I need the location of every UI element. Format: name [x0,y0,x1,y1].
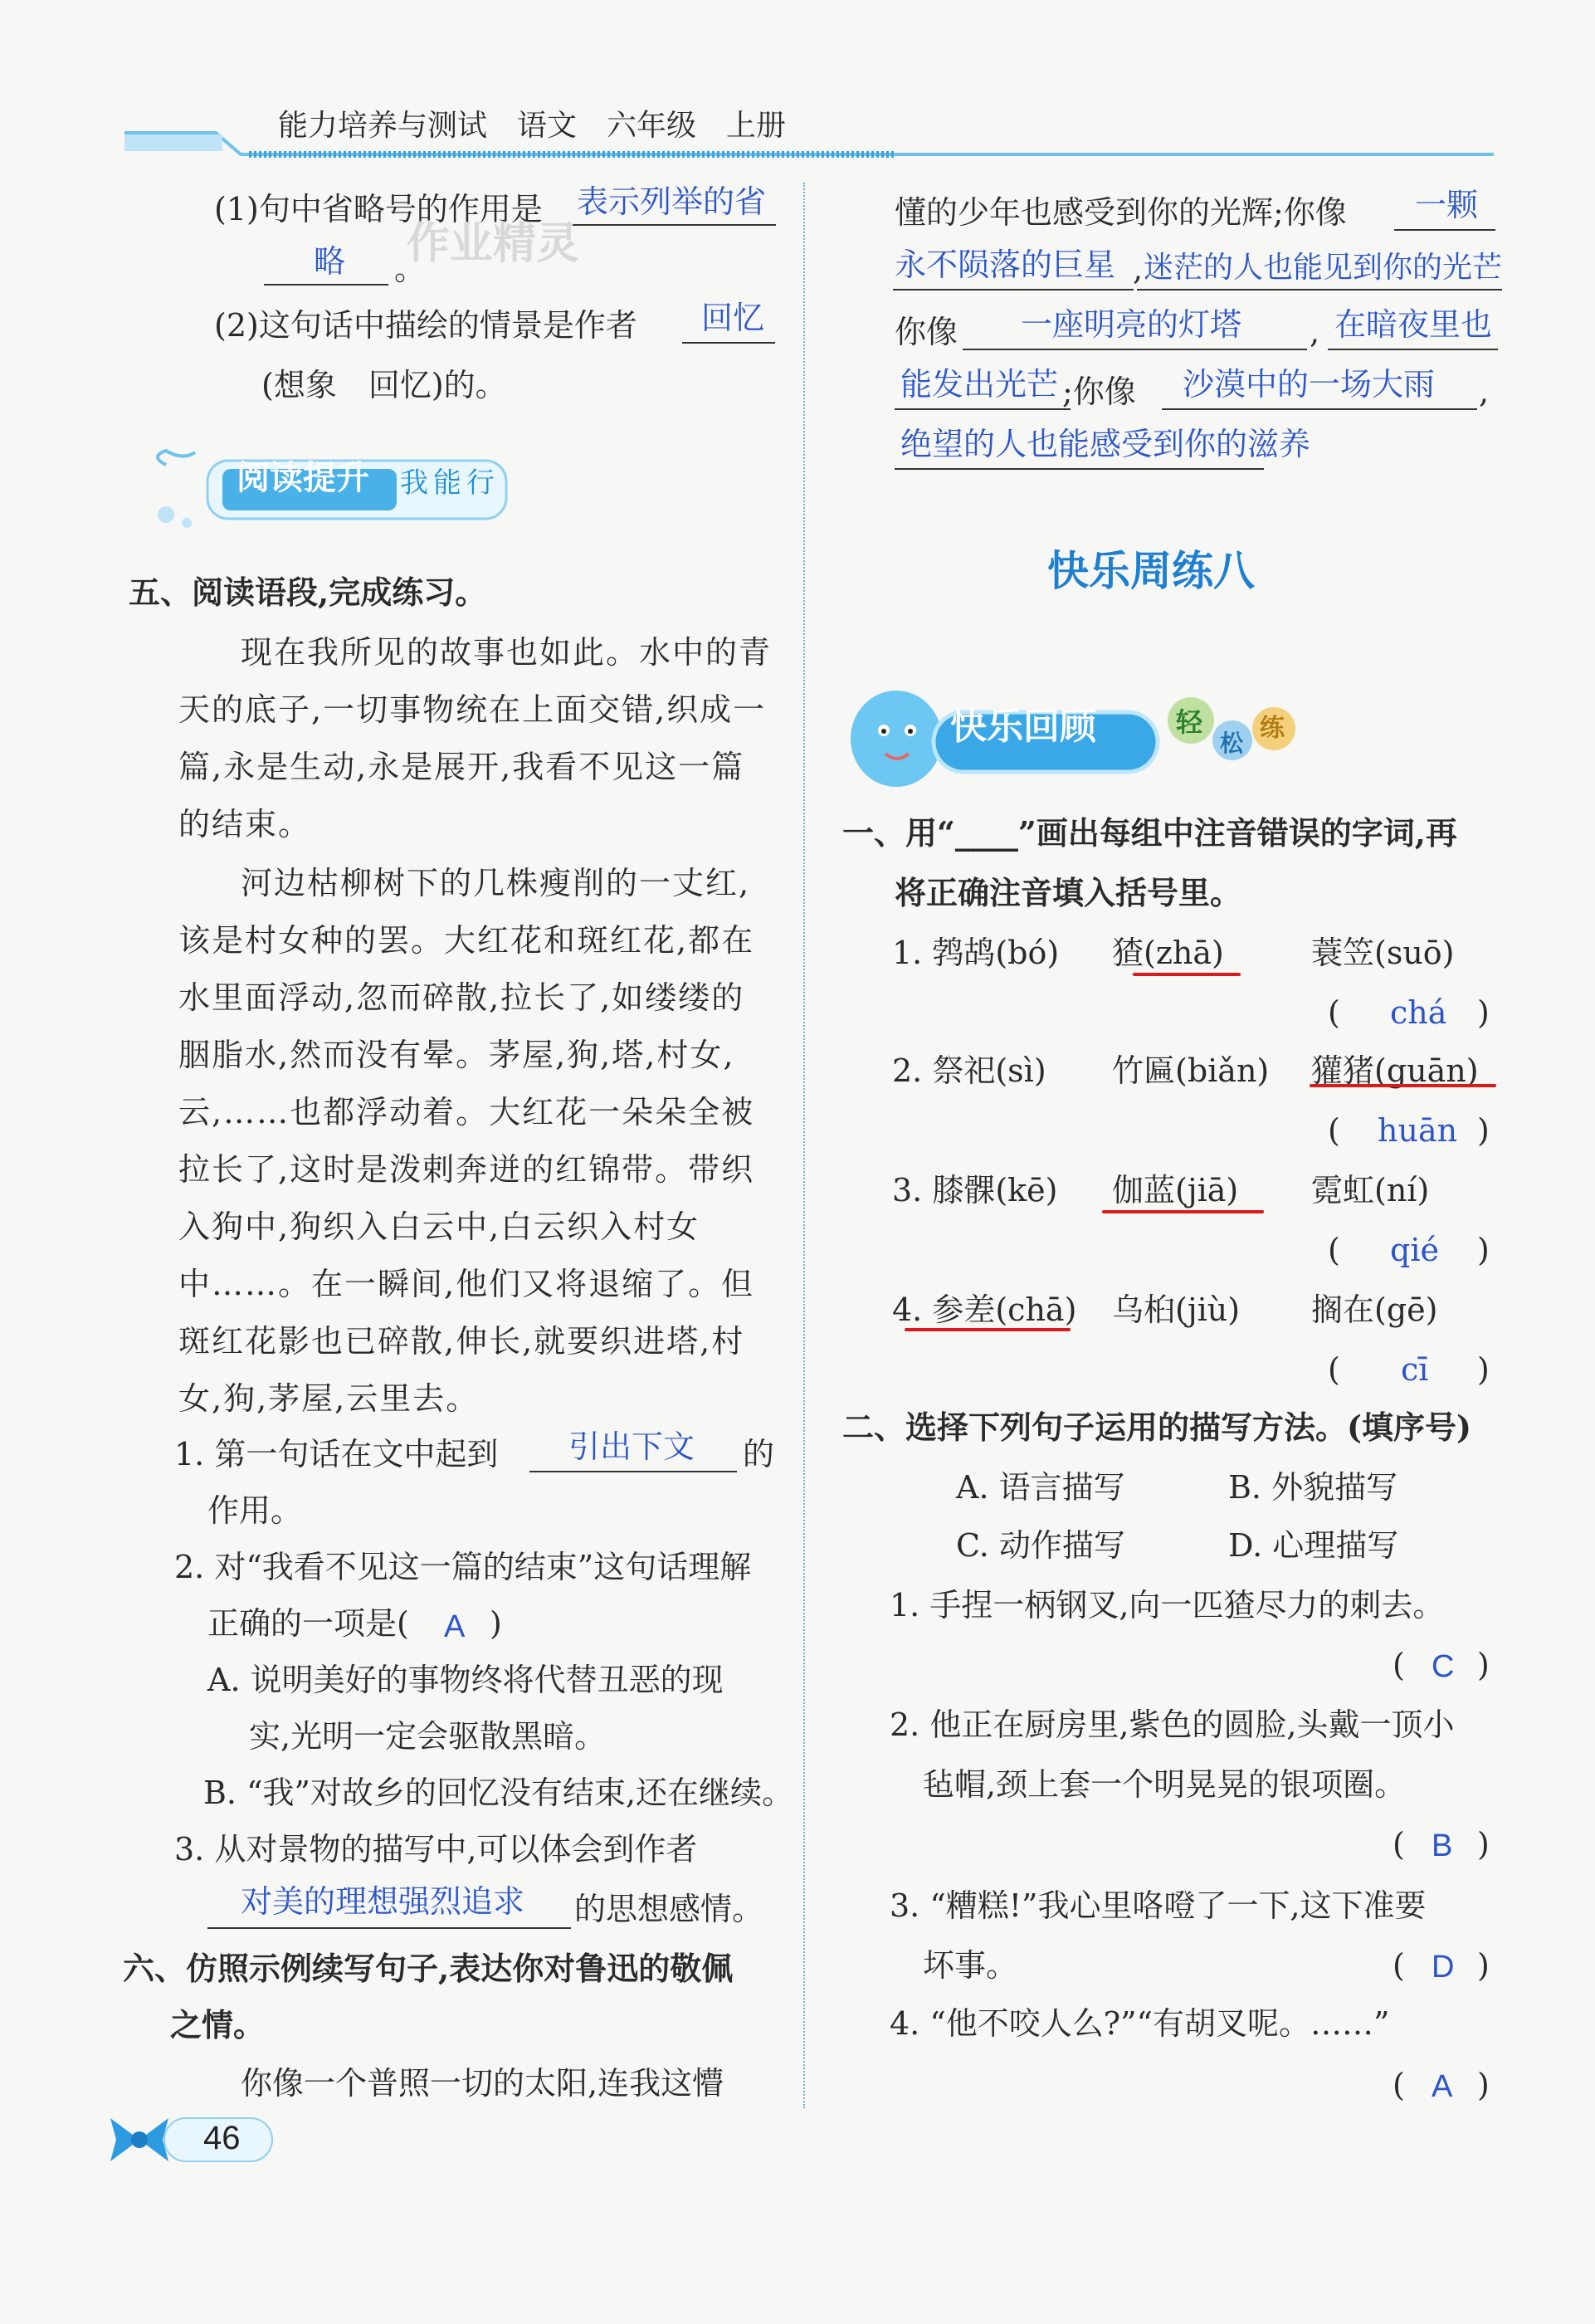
option-a: A. 语言描写 [956,1469,1125,1506]
r4-answer-2: 沙漠中的一场大雨 [1183,368,1436,403]
reading-banner-main: 阅读提升 [237,460,369,496]
sentence-3-line2: 坏事。 [923,1947,1018,1984]
paren-right: ) [1477,1232,1490,1268]
pinyin-item: 乌桕(jiù) [1112,1291,1241,1328]
q5-3-answer: 对美的理想强烈追求 [241,1885,525,1920]
passage-line: 斑红花影也已碎散,伸长,就要织进塔,村 [178,1323,745,1360]
r3-underline-1 [963,349,1307,350]
q5-1-line2: 作用。 [207,1492,303,1529]
r2-underline-2 [1137,289,1502,290]
option-c: C. 动作描写 [956,1527,1125,1564]
page-number-badge [106,2108,289,2170]
paren-right: ) [1477,1112,1490,1149]
passage-line: 女,狗,茅屋,云里去。 [178,1380,480,1417]
sentence-3-answer: D [1432,1950,1455,1985]
r3-text: 你像 [895,314,958,350]
r1-underline [1394,229,1495,231]
review-banner-sub-3: 练 [1260,714,1285,743]
sec6-title-1: 六、仿照示例续写句子,表达你对鲁迅的敬佩 [123,1950,734,1987]
q5-2-answer: A [444,1609,466,1644]
reading-banner-sub: 我能行 [400,466,500,500]
r3-answer-2: 在暗夜里也 [1334,308,1493,343]
passage-line: 中……。在一瞬间,他们又将退缩了。但 [178,1266,755,1302]
q5-2-paren: ) [490,1605,502,1642]
paren-right: ) [1477,1826,1490,1863]
r5-answer: 绝望的人也能感受到你的滋养 [900,427,1311,462]
pinyin-item: 伽蓝(jiā) [1112,1172,1239,1208]
paren-left: ( [1328,1112,1340,1149]
week-title: 快乐周练八 [1047,548,1255,594]
paren-right: ) [1477,2067,1490,2103]
sentence-3-line1: 3. “糟糕!”我心里咯噔了一下,这下准要 [890,1887,1427,1924]
q1-underline-1 [564,224,776,226]
passage-line: 现在我所见的故事也如此。水中的青 [241,634,773,671]
pinyin-item: 獾猪(guān) [1311,1052,1479,1089]
sec6-title-2: 之情。 [170,2006,266,2043]
paren-left: ( [1393,1947,1405,1984]
review-banner-main: 快乐回顾 [950,706,1096,747]
passage-line: 胭脂水,然而没有晕。茅屋,狗,塔,村女, [178,1037,735,1073]
sec2-title: 二、选择下列句子运用的描写方法。(填序号) [842,1409,1471,1446]
paren-left: ( [1328,1232,1340,1268]
sentence-4-answer: A [1432,2069,1453,2104]
passage-line: 云,……也都浮动着。大红花一朵朵全被 [178,1094,755,1130]
q5-2-line2: 正确的一项是( [207,1605,409,1642]
passage-line: 拉长了,这时是泼剌奔迸的红锦带。带织 [178,1151,755,1188]
r2-underline-1 [893,289,1134,290]
r4-underline-1 [895,408,1071,410]
pinyin-answer: cī [1401,1351,1429,1388]
r3-comma: , [1310,314,1320,350]
pinyin-item: 1. 鹁鸪(bó) [892,935,1060,971]
sentence-2-line2: 毡帽,颈上套一个明晃晃的银项圈。 [923,1766,1407,1803]
error-underline [1102,1210,1264,1213]
r4-comma: , [1479,374,1490,410]
q5-2-text: 2. 对“我看不见这一篇的结束”这句话理解 [174,1549,752,1585]
paren-right: ) [1477,1351,1490,1388]
pinyin-item: 霓虹(ní) [1311,1172,1430,1208]
paren-left: ( [1393,2067,1405,2103]
r2-answer-1: 永不陨落的巨星 [895,248,1116,283]
r2-comma: , [1133,251,1144,287]
sentence-1: 1. 手捏一柄钢叉,向一匹猹尽力的刺去。 [890,1587,1445,1623]
q2-answer: 回忆 [701,301,765,336]
q2-prefix: (2)这句话中描绘的情景是作者 [214,307,637,344]
paren-left: ( [1328,1351,1340,1388]
passage-line: 该是村女种的罢。大红花和斑红花,都在 [178,922,755,959]
q5-1-answer: 引出下文 [568,1430,695,1465]
passage-line: 的结束。 [178,806,312,842]
sentence-4: 4. “他不咬人么?”“有胡叉呢。……” [890,2005,1390,2042]
q5-1-underline [529,1471,737,1472]
r5-underline [895,468,1264,470]
pinyin-item: 3. 膝髁(kē) [892,1172,1058,1208]
paren-right: ) [1477,994,1490,1031]
q5-3-text: 3. 从对景物的描写中,可以体会到作者 [174,1831,698,1868]
q2-underline [682,342,775,344]
r4-answer-1: 能发出光芒 [900,368,1059,403]
option-b: B. 外貌描写 [1228,1469,1398,1506]
r3-underline-2 [1328,349,1498,350]
r3-answer-1: 一座明亮的灯塔 [1021,308,1242,343]
pinyin-item: 竹匾(biǎn) [1112,1052,1270,1089]
passage-line: 河边枯柳树下的几株瘦削的一丈红, [241,865,751,901]
q5-3-underline [207,1927,571,1929]
paren-left: ( [1393,1826,1405,1863]
sentence-2-answer: B [1432,1828,1453,1863]
paren-left: ( [1393,1647,1405,1683]
q2-line2: (想象 回忆)的。 [261,367,507,403]
q1-answer-2: 略 [314,245,346,280]
q5-1-end: 的 [743,1436,775,1472]
pinyin-answer: huān [1378,1112,1458,1149]
q5-2-option-a2: 实,光明一定会驱散黑暗。 [249,1718,607,1755]
pinyin-answer: qié [1390,1232,1439,1268]
q1-end: 。 [394,251,427,287]
r4-underline-2 [1162,408,1477,410]
header-title: 能力培养与测试 语文 六年级 上册 [278,109,787,143]
sec5-title: 五、阅读语段,完成练习。 [129,574,487,611]
r1-answer: 一颗 [1415,188,1479,223]
sec6-line: 你像一个普照一切的太阳,连我这懵 [241,2065,724,2102]
q5-3-end: 的思想感情。 [574,1891,764,1927]
pinyin-item: 4. 参差(chā) [892,1291,1077,1328]
passage-line: 篇,永是生动,永是展开,我看不见这一篇 [178,749,745,785]
q1-underline-2 [264,284,388,286]
review-banner-sub-1: 轻 [1176,706,1203,738]
paren-right: ) [1477,1947,1490,1984]
page-number: 46 [203,2120,241,2156]
paren-left: ( [1328,994,1340,1031]
bow-icon [106,2108,289,2170]
pinyin-item: 蓑笠(suō) [1311,935,1455,971]
passage-line: 水里面浮动,忽而碎散,拉长了,如缕缕的 [178,979,745,1016]
option-d: D. 心理描写 [1228,1527,1399,1564]
r4-text: ;你像 [1062,374,1136,410]
q1-prefix: (1)句中省略号的作用是 [214,191,543,227]
column-divider [803,183,805,2108]
sentence-2-line1: 2. 他正在厨房里,紫色的圆脸,头戴一顶小 [890,1706,1455,1743]
q5-2-option-a1: A. 说明美好的事物终将代替丑恶的现 [207,1662,724,1698]
error-underline [1133,973,1241,976]
sec1-title-2: 将正确注音填入括号里。 [895,874,1242,911]
paren-right: ) [1477,1647,1490,1683]
r1-text: 懂的少年也感受到你的光辉;你像 [895,194,1347,231]
watermark: 作业精灵 [407,220,580,268]
pinyin-item: 2. 祭祀(sì) [892,1052,1046,1089]
pinyin-item: 搁在(gē) [1311,1291,1438,1328]
q5-2-option-b: B. “我”对故乡的回忆没有结束,还在继续。 [203,1775,794,1811]
error-underline [905,1328,1071,1331]
error-underline [1310,1084,1496,1087]
passage-line: 天的底子,一切事物统在上面交错,织成一 [178,691,767,728]
q5-1-text: 1. 第一句话在文中起到 [174,1436,499,1472]
q1-answer-1: 表示列举的省 [577,185,767,220]
sec1-title-1: 一、用“____”画出每组中注音错误的字词,再 [842,814,1457,852]
passage-line: 入狗中,狗织入白云中,白云织入村女 [178,1208,700,1245]
pinyin-answer: chá [1390,994,1447,1031]
sentence-1-answer: C [1432,1649,1455,1684]
r2-answer-2: 迷茫的人也能见到你的光芒 [1144,250,1503,284]
pinyin-item: 猹(zhā) [1112,935,1224,971]
review-banner-sub-2: 松 [1220,730,1244,757]
